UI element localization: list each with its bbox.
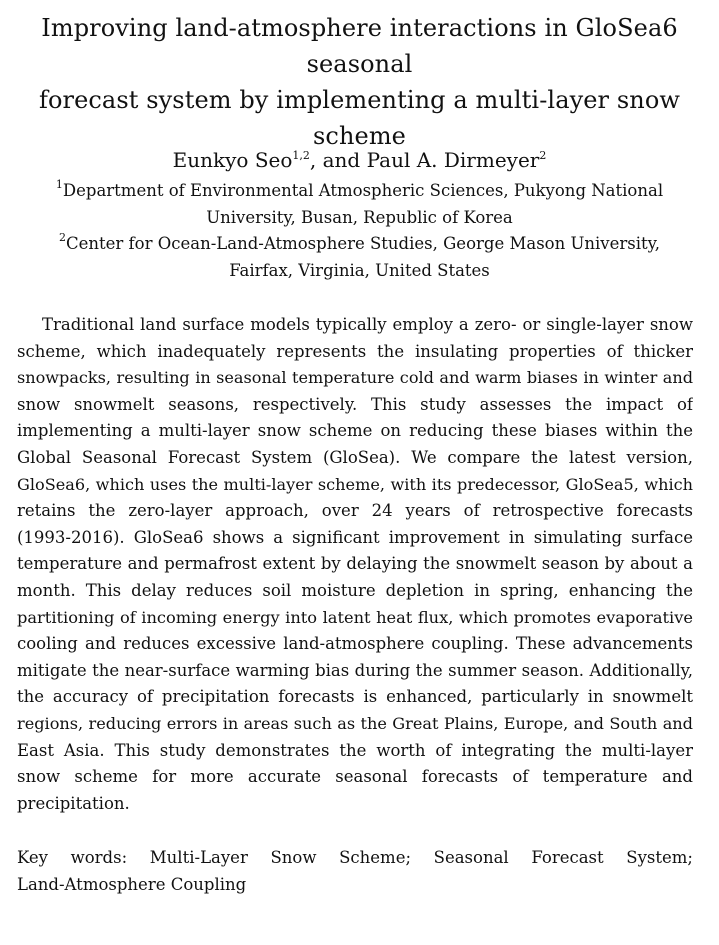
abstract-line: cooling and reduces excessive land-atmosphere coupling. These advancements (17, 634, 693, 654)
abstract-line: (1993-2016). GloSea6 shows a significant improvement in simulating surface (17, 527, 693, 547)
affiliation (0, 178, 719, 231)
affiliation-line (0, 178, 719, 205)
author-name: Paul A. Dirmeyer (366, 148, 540, 172)
author-name: Eunkyo Seo (172, 148, 293, 172)
abstract-line: Global Seasonal Forecast System (GloSea). We compare the latest version, (17, 447, 693, 467)
abstract-line: snow scheme for more accurate seasonal forecasts of temperature and (17, 767, 693, 787)
abstract-line: Traditional land surface models typically employ a zero- or single-layer snow (42, 315, 693, 334)
abstract-line: temperature and permafrost extent by delaying the snowmelt season by about a (17, 554, 693, 574)
abstract-line: the accuracy of precipitation forecasts is enhanced, particularly in snowmelt (17, 687, 693, 707)
abstract-line: month. This delay reduces soil moisture depletion in spring, enhancing the (17, 580, 693, 600)
keywords-line: Key words: Multi-Layer Snow Scheme; Seasonal Forecast System; (17, 848, 693, 867)
author-list (0, 146, 719, 174)
abstract-line: East Asia. This study demonstrates the worth of integrating the multi-layer (17, 740, 693, 760)
abstract-line: snow snowmelt seasons, respectively. This study assesses the impact of (17, 394, 693, 414)
affiliation-marker: 1 (55, 178, 63, 191)
abstract-line: GloSea6, which uses the multi-layer scheme, with its predecessor, GloSea5, which (17, 474, 693, 494)
keywords-line: Land-Atmosphere Coupling (17, 875, 247, 894)
affiliation-line: University, Busan, Republic of Korea (206, 207, 513, 227)
abstract-line: implementing a multi-layer snow scheme on reducing these biases within the (17, 421, 693, 441)
abstract-line: snowpacks, resulting in seasonal temperature cold and warm biases in winter and (17, 368, 693, 388)
affiliation-line: Fairfax, Virginia, United States (229, 260, 490, 280)
abstract-line: regions, reducing errors in areas such as the Great Plains, Europe, and South and (17, 713, 693, 733)
author-affiliation-marker: 2 (539, 149, 547, 162)
affiliation-text: Center for Ocean-Land-Atmosphere Studies, George Mason University, (66, 234, 660, 253)
affiliation-text: Department of Environmental Atmospheric Sciences, Pukyong National (62, 181, 664, 200)
abstract-line: partitioning of incoming energy into latent heat flux, which promotes evaporative (17, 607, 693, 627)
author-separator: , and (309, 148, 367, 172)
paper-title (0, 10, 719, 154)
abstract-line: mitigate the near-surface warming bias during the summer season. Additionally, (17, 660, 693, 680)
affiliation (0, 231, 719, 284)
title-line: scheme (313, 122, 406, 150)
affiliation-line (0, 231, 719, 258)
abstract (17, 312, 693, 817)
abstract-line: precipitation. (17, 793, 130, 813)
title-line: forecast system by implementing a multi-layer snow (38, 86, 681, 114)
abstract-line: scheme, which inadequately represents the insulating properties of thicker (17, 341, 693, 361)
title-line: Improving land-atmosphere interactions in GloSea6 seasonal (41, 14, 678, 78)
author-affiliation-marker: 1,2 (292, 149, 310, 162)
affiliation-marker: 2 (59, 231, 66, 244)
keywords (17, 844, 693, 898)
abstract-line: retains the zero-layer approach, over 24 years of retrospective forecasts (17, 501, 693, 521)
